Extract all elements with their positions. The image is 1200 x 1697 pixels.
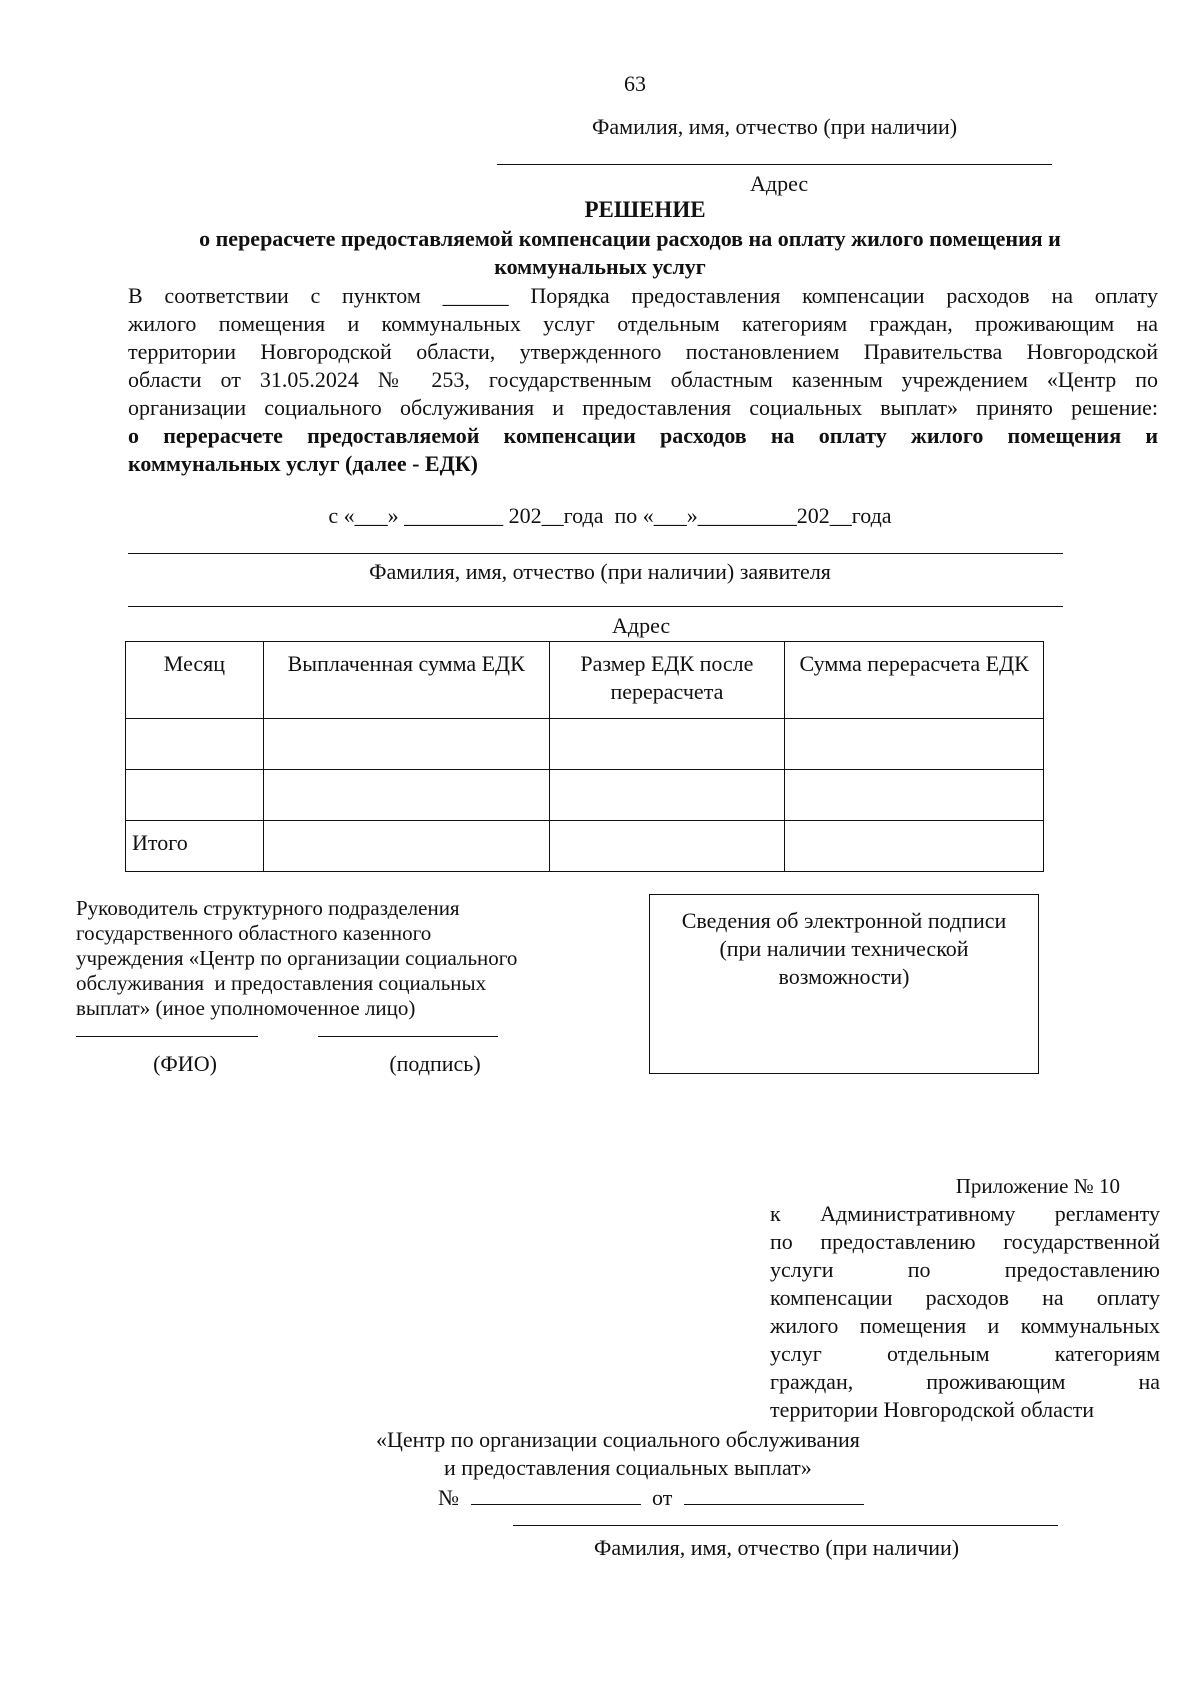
signatory-line-4: обслуживания и предоставления социальных [76, 971, 487, 995]
esign-line-3: возможности) [778, 964, 910, 989]
table-cell [263, 821, 549, 872]
header-fio-line [497, 164, 1052, 165]
total-label-cell: Итого [126, 821, 264, 872]
body-bold-line-2: коммунальных услуг (далее - ЕДК) [128, 451, 478, 476]
body-line-1 [128, 282, 1158, 310]
column-header: Сумма перерасчета ЕДК [785, 642, 1044, 719]
footer-fio-label: Фамилия, имя, отчество (при наличии) [594, 1535, 960, 1560]
appendix-line: граждан, проживающим на [770, 1369, 1160, 1394]
header-address-label: Адрес [750, 171, 809, 196]
signatory-block [76, 896, 576, 1021]
table-cell [549, 770, 785, 821]
applicant-address-label: Адрес [612, 613, 671, 638]
column-header: Выплаченная сумма ЕДК [263, 642, 549, 719]
footer-org-line-1: «Центр по организации социального обслуживания [376, 1427, 860, 1452]
applicant-fio-label: Фамилия, имя, отчество (при наличии) заявителя [369, 559, 831, 584]
from-label: от [652, 1485, 673, 1510]
signatory-line-1: Руководитель структурного подразделения [76, 896, 460, 920]
signature-line [318, 1036, 498, 1037]
body-line-1-end: Порядка предоставления компенсации расходов на оплату [530, 283, 1159, 308]
table-row [126, 770, 1044, 821]
fio-signature-line [76, 1036, 258, 1037]
appendix-line: жилого помещения и коммунальных [770, 1313, 1160, 1338]
appendix-line: к Административному регламенту [770, 1201, 1160, 1226]
table-cell [263, 770, 549, 821]
clause-number-blank: ______ [442, 283, 509, 308]
body-line-5: организации социального обслуживания и предоставления социальных выплат» принято решение: [128, 395, 1158, 420]
column-header: Размер ЕДК после перерасчета [549, 642, 785, 719]
table-cell [785, 719, 1044, 770]
appendix-title: Приложение № 10 [955, 1174, 1120, 1198]
column-header: Месяц [126, 642, 264, 719]
esign-line-1: Сведения об электронной подписи [681, 908, 1007, 933]
electronic-signature-box [649, 894, 1039, 1074]
appendix-line: услуги по предоставлению [770, 1257, 1160, 1282]
appendix-line: услуг отдельным категориям [770, 1341, 1160, 1366]
body-line-4: области от 31.05.2024 № 253, государственным областным казенным учреждением «Центр по [128, 367, 1158, 392]
signatory-line-5: выплат» (иное уполномоченное лицо) [76, 996, 416, 1020]
table-row [126, 719, 1044, 770]
body-bold-line-1: о перерасчете предоставляемой компенсации расходов на оплату жилого помещения и [128, 423, 1158, 448]
period-line: с «___» _________ 202__года по «___»_________202__года [328, 503, 892, 528]
appendix-line: компенсации расходов на оплату [770, 1285, 1160, 1310]
table-cell [549, 719, 785, 770]
esign-line-2: (при наличии технической [719, 936, 969, 961]
number-prefix: № [438, 1485, 459, 1510]
table-total-row [126, 821, 1044, 872]
table-cell [126, 719, 264, 770]
subtitle-line-1: о перерасчете предоставляемой компенсации расходов на оплату жилого помещения и [199, 226, 1061, 251]
footer-org-line-2: и предоставления социальных выплат» [444, 1455, 812, 1480]
signatory-line-3: учреждения «Центр по организации социального [76, 946, 518, 970]
footer-fio-line [513, 1525, 1058, 1526]
appendix-text [770, 1200, 1160, 1424]
header-fio-label: Фамилия, имя, отчество (при наличии) [592, 114, 958, 139]
footer-number-line [438, 1482, 898, 1512]
fio-caption: (ФИО) [153, 1051, 217, 1076]
edk-recalculation-table [125, 641, 1044, 872]
table-cell [263, 719, 549, 770]
table-cell [549, 821, 785, 872]
table-cell [126, 770, 264, 821]
table-cell [785, 770, 1044, 821]
applicant-address-line [128, 606, 1063, 607]
number-blank [471, 1482, 641, 1505]
table-cell [785, 821, 1044, 872]
date-blank [684, 1482, 864, 1505]
applicant-fio-line [128, 553, 1063, 554]
table-header-row [126, 642, 1044, 719]
signature-caption: (подпись) [389, 1051, 481, 1076]
subtitle-line-2: коммунальных услуг [494, 254, 706, 279]
appendix-line: по предоставлению государственной [770, 1229, 1160, 1254]
body-line-2: жилого помещения и коммунальных услуг отдельным категориям граждан, проживающим на [128, 311, 1158, 336]
document-title: РЕШЕНИЕ [584, 197, 706, 222]
body-line-1-start: В соответствии с пунктом [128, 283, 421, 308]
appendix-last-line: территории Новгородской области [770, 1397, 1094, 1422]
signatory-line-2: государственного областного казенного [76, 921, 432, 945]
page-number: 63 [624, 71, 646, 96]
body-line-3: территории Новгородской области, утвержденного постановлением Правительства Новгородской [128, 339, 1158, 364]
